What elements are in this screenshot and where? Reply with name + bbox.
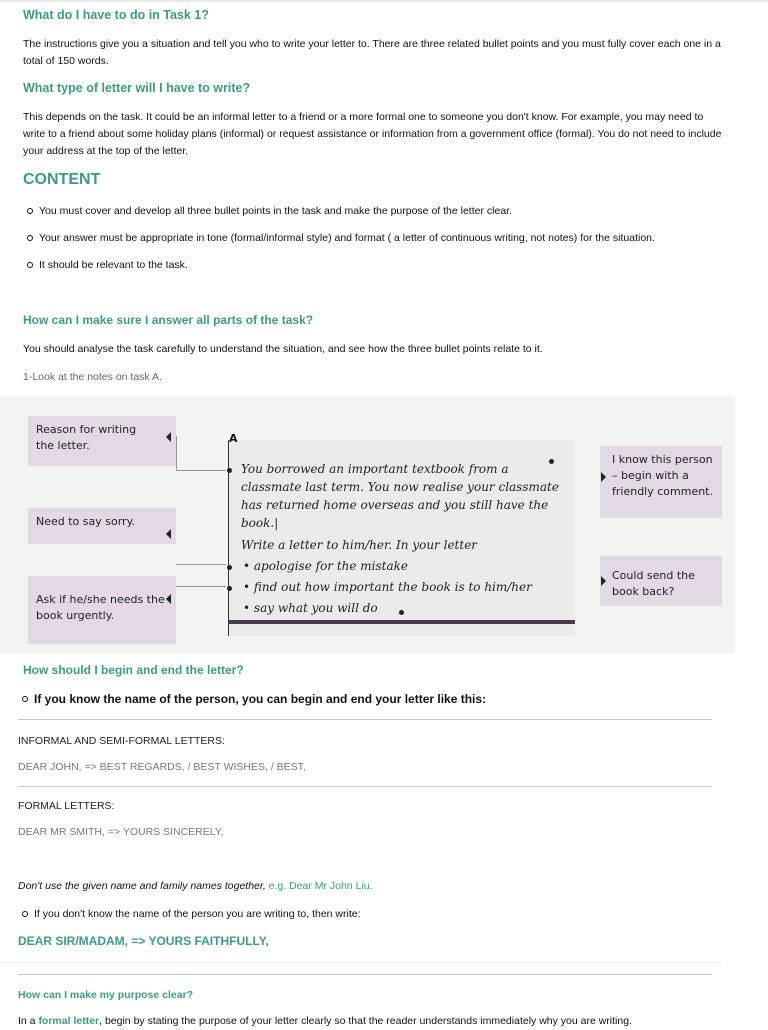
divider: [0, 962, 722, 963]
divider: [18, 786, 712, 787]
arrow-icon: [601, 472, 606, 482]
arrow-icon: [601, 576, 606, 586]
paragraph-task1: The instructions give you a situation and tell you who to write your letter to. There are three related bullet points and you must fully cover each one in a total of 150 words.: [23, 38, 721, 67]
begin-end-bullet: If you know the name of the person, you can begin and end your letter like this:: [18, 692, 486, 719]
note-know-person-text: I know this person – begin with a friendly comment.: [612, 453, 713, 498]
purpose-text-start: In a: [18, 1015, 36, 1027]
bullet-dot: [227, 586, 232, 591]
connector-line: [176, 470, 226, 471]
divider: [18, 719, 712, 720]
bullet-dot: [399, 610, 404, 615]
paragraph-answer-all: You should analyse the task carefully to understand the situation, and see how the three bullet points relate to it.: [23, 343, 543, 355]
task-card: [228, 432, 575, 636]
heading-letter-type: What type of letter will I have to write?: [23, 81, 251, 95]
heading-answer-all: How can I make sure I answer all parts of the task?: [23, 313, 314, 327]
arrow-icon: [166, 594, 171, 604]
begin-end-bullet-list: [18, 692, 486, 719]
task-card-bar: [229, 620, 575, 624]
task-a-figure: [0, 396, 735, 654]
paragraph-letter-type: This depends on the task. It could be an informal letter to a friend or a more formal one to someone you don't know. For example, you may need to write to a friend about some holiday plans (informal) or request assistance or information from a government office (formal). You do not need to include your address at the top of the letter.: [23, 111, 722, 157]
note-task-a: 1-Look at the notes on task A.: [23, 371, 162, 383]
content-bullet: You must cover and develop all three bullet points in the task and make the purpose of the letter clear.: [23, 204, 655, 231]
connector-line: [176, 564, 226, 565]
unknown-bullet-list: [18, 907, 361, 934]
arrow-icon: [166, 529, 171, 539]
task-instruction: Write a letter to him/her. In your letter: [241, 538, 478, 552]
note-ask: [28, 576, 176, 644]
task-point-2-text: find out how important the book is to him/her: [253, 580, 532, 594]
note-send-back-text: Could send the book back?: [612, 569, 695, 598]
content-title: CONTENT: [23, 171, 101, 188]
task-point-3-text: say what you will do: [253, 601, 378, 615]
task-point-2: • find out how important the book is to him/her: [243, 580, 532, 594]
note-know-person: [600, 446, 722, 518]
task-label: A: [229, 432, 238, 445]
purpose-text-rest: , begin by stating the purpose of your letter clearly so that the reader understands immediately why you are writing.: [99, 1015, 632, 1027]
task-point-3: • say what you will do: [243, 601, 378, 615]
note-reason-text: Reason for writing the letter.: [36, 423, 137, 452]
formal-example: DEAR MR SMITH, => YOURS SINCERELY,: [18, 826, 224, 838]
heading-purpose: How can I make my purpose clear?: [18, 989, 194, 1001]
content-bullet: Your answer must be appropriate in tone (formal/informal style) and format ( a letter of continuous writing, not notes) for the situation.: [23, 231, 655, 258]
unknown-bullet: If you don't know the name of the person you are writing to, then write:: [18, 907, 361, 934]
unknown-example: DEAR SIR/MADAM, => YOURS FAITHFULLY,: [18, 934, 269, 948]
connector-line: [176, 586, 226, 587]
task-point-1-text: apologise for the mistake: [253, 559, 409, 573]
divider: [18, 974, 712, 975]
formal-label: FORMAL LETTERS:: [18, 800, 115, 812]
arrow-icon: [166, 432, 171, 442]
heading-begin-end: How should I begin and end the letter?: [23, 663, 244, 677]
heading-task1: What do I have to do in Task 1?: [23, 8, 209, 22]
bullet-dot: [227, 468, 232, 473]
content-bullet-list: [23, 204, 655, 285]
note-sorry: [28, 508, 176, 544]
note-ask-text: Ask if he/she needs the book urgently.: [36, 593, 165, 622]
note-send-back: [600, 556, 722, 606]
connector-line: [176, 436, 177, 471]
content-bullet: It should be relevant to the task.: [23, 258, 655, 285]
top-divider: [0, 0, 768, 2]
note-reason: [28, 416, 176, 466]
informal-label: INFORMAL AND SEMI-FORMAL LETTERS:: [18, 735, 225, 747]
dont-use-text: Don't use the given name and family names together,: [18, 880, 266, 892]
informal-example: DEAR JOHN, => BEST REGARDS, / BEST WISHES, / BEST,: [18, 761, 306, 773]
dont-use-note: [18, 880, 373, 892]
bullet-dot: [227, 565, 232, 570]
note-sorry-text: Need to say sorry.: [36, 515, 136, 528]
task-text: You borrowed an important textbook from a classmate last term. You now realise your classmate has returned home overseas and you still have the book.|: [241, 462, 559, 530]
dont-use-example: e.g. Dear Mr John Liu.: [268, 880, 373, 892]
paragraph-purpose: [18, 1013, 758, 1030]
task-point-1: • apologise for the mistake: [243, 559, 409, 573]
formal-letter-link[interactable]: formal letter: [38, 1015, 100, 1027]
